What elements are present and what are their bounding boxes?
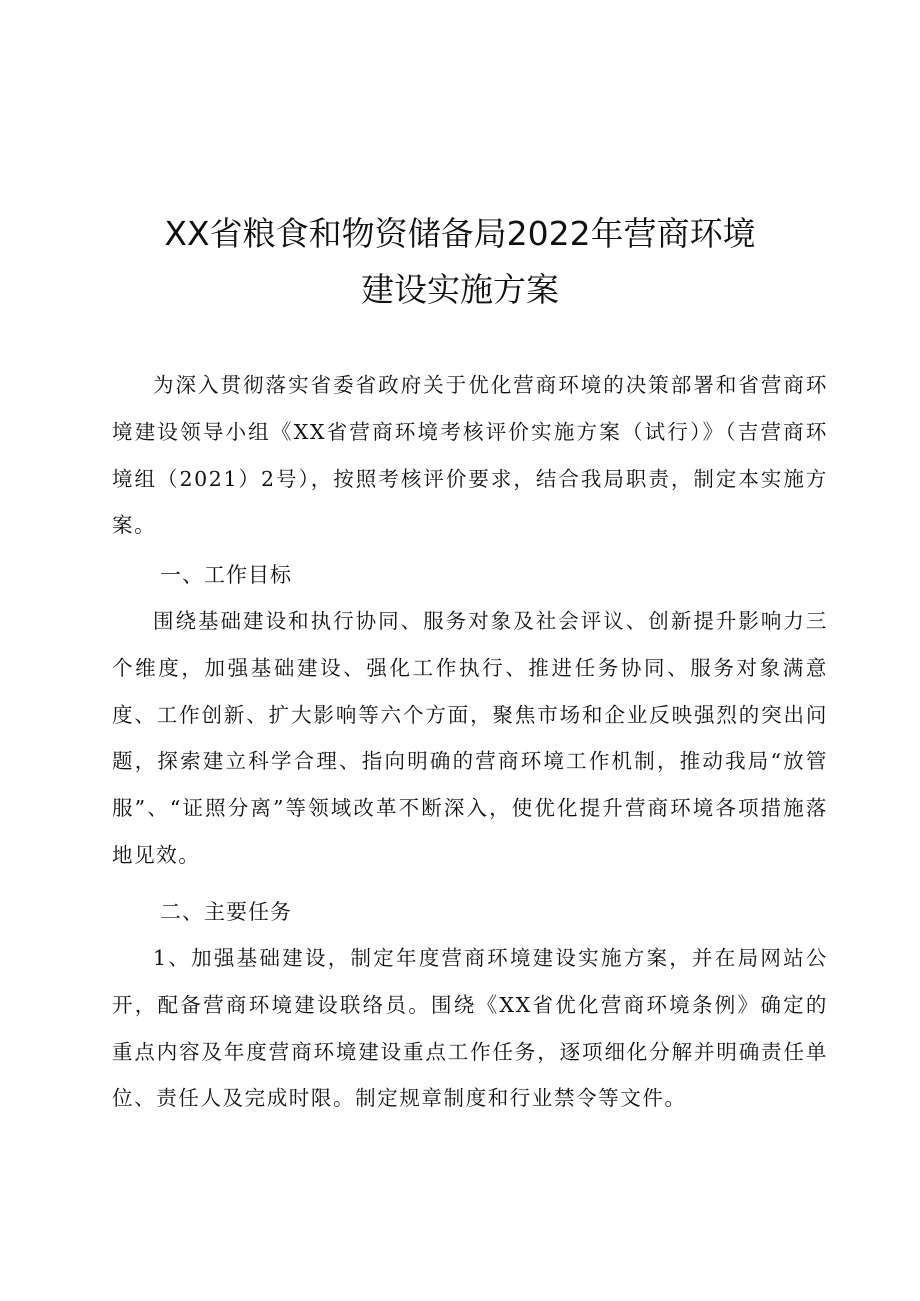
goals-paragraph: 围绕基础建设和执行协同、服务对象及社会评议、创新提升影响力三个维度，加强基础建设、强化工作执行、推进任务协同、服务对象满意度、工作创新、扩大影响等六个方面，聚焦市场和企业反映强烈的突出问题，探索建立科学合理、指向明确的营商环境工作机制，推动我局“放管服”、“证照分离”等领域改革不断深入，使优化提升营商环境各项措施落地见效。 (112, 609, 828, 867)
intro-paragraph: 为深入贯彻落实省委省政府关于优化营商环境的决策部署和省营商环境建设领导小组《XX省营商环境考核评价实施方案（试行）》（吉营商环境组（2021）2号），按照考核评价要求，结合我局职责，制定本实施方案。 (112, 373, 828, 538)
section-heading-tasks: 二、主要任务 (160, 900, 292, 924)
document-title-line-2: 建设实施方案 (361, 270, 559, 309)
task-item-1-paragraph: 1、加强基础建设，制定年度营商环境建设实施方案，并在局网站公开，配备营商环境建设联络员。围绕《XX省优化营商环境条例》确定的重点内容及年度营商环境建设重点工作任务，逐项细化分解并明确责任单位、责任人及完成时限。制定规章制度和行业禁令等文件。 (112, 946, 828, 1111)
document-title-line-1: XX省粮食和物资储备局2022年营商环境 (164, 214, 756, 253)
section-heading-goals: 一、工作目标 (160, 563, 292, 587)
